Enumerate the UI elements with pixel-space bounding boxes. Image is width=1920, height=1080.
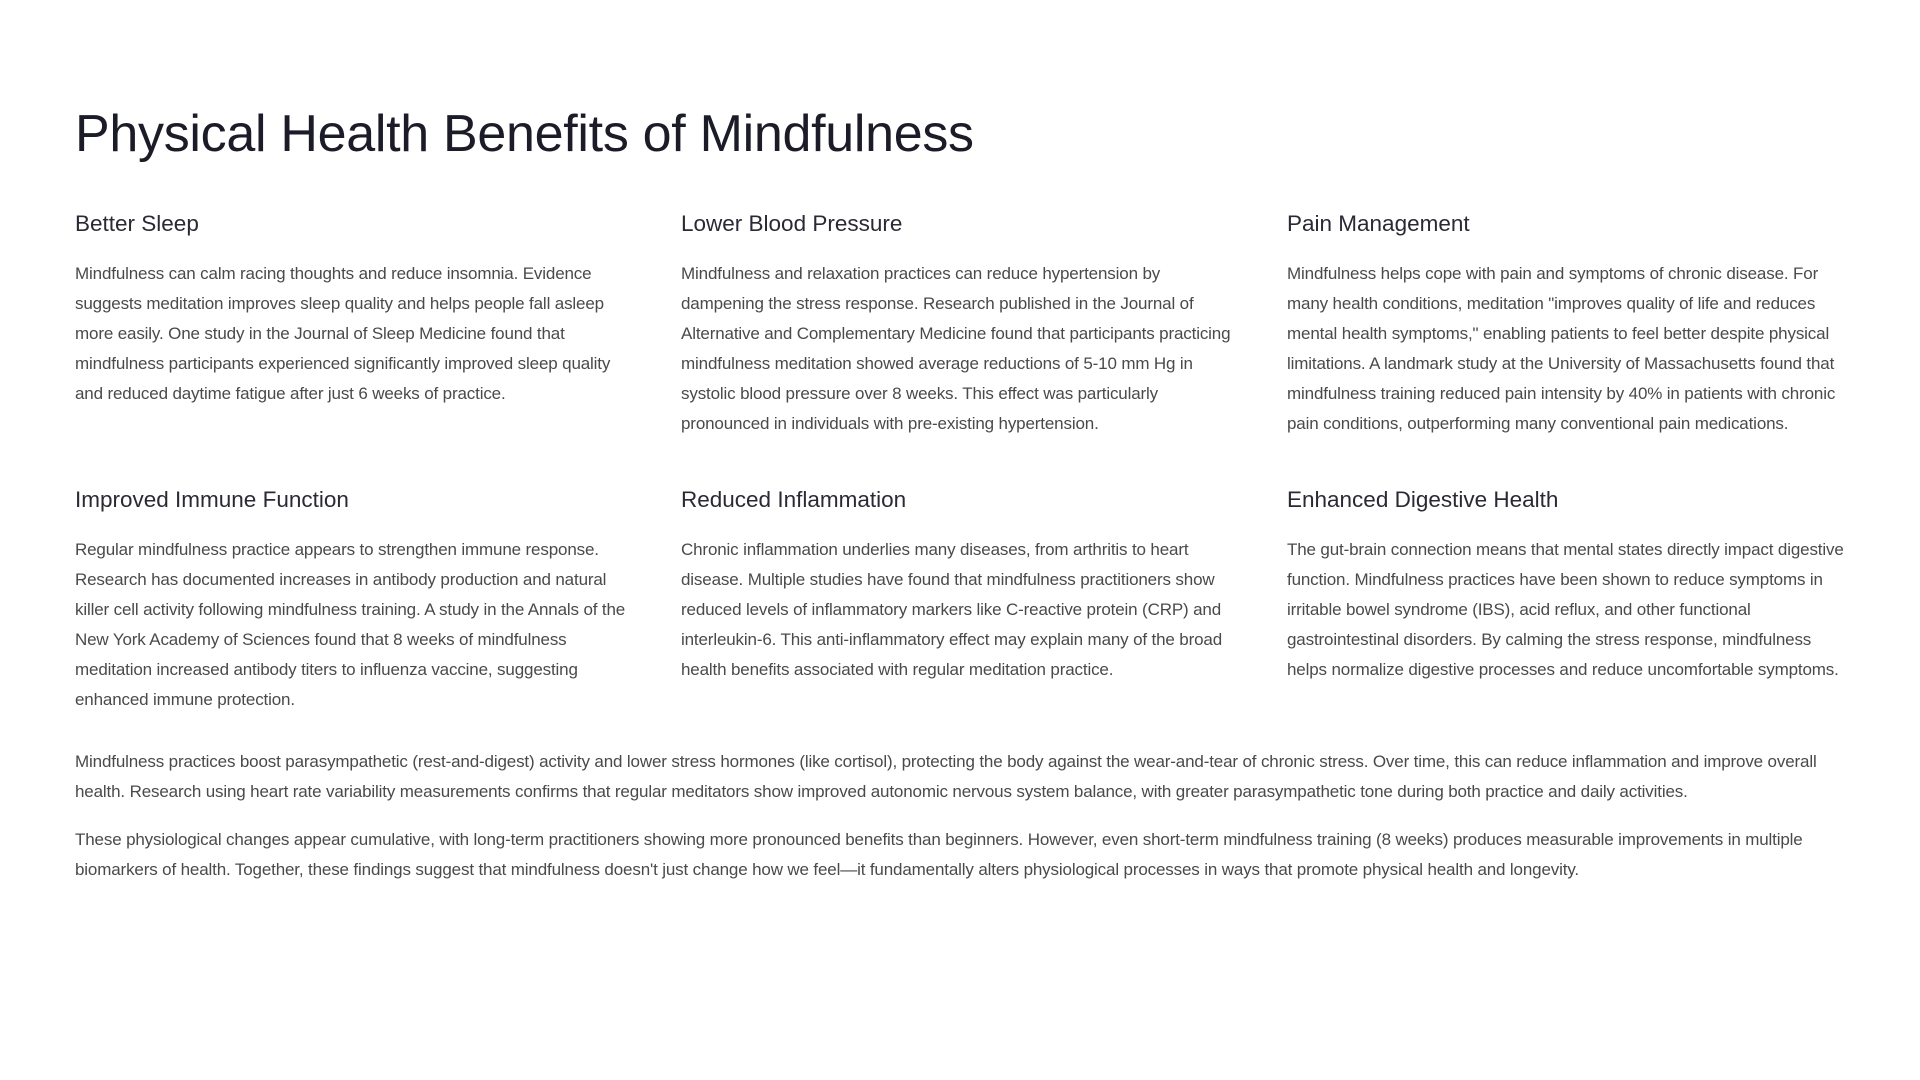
benefits-grid <box>75 209 1845 715</box>
benefit-text: Mindfulness and relaxation practices can reduce hypertension by dampening the stress response. Research published in the Journal of Alternative and Complementary Medicine found that participants practicing mindfulness meditation showed average reductions of 5-10 mm Hg in systolic blood pressure over 8 weeks. This effect was particularly pronounced in individuals with pre-existing hypertension. <box>681 264 1231 433</box>
benefit-heading: Enhanced Digestive Health <box>1287 487 1559 512</box>
benefit-text: Mindfulness can calm racing thoughts and reduce insomnia. Evidence suggests meditation improves sleep quality and helps people fall asleep more easily. One study in the Journal of Sleep Medicine found that mindfulness participants experienced significantly improved sleep quality and reduced daytime fatigue after just 6 weeks of practice. <box>75 264 611 403</box>
benefit-heading: Lower Blood Pressure <box>681 211 903 236</box>
benefit-card-immune-function <box>75 485 633 715</box>
benefit-card-reduced-inflammation <box>681 485 1239 715</box>
benefit-card-better-sleep <box>75 209 633 439</box>
benefit-card-lower-blood-pressure <box>681 209 1239 439</box>
benefit-card-digestive-health <box>1287 485 1845 715</box>
page-title: Physical Health Benefits of Mindfulness <box>75 105 974 163</box>
benefit-text: Chronic inflammation underlies many diseases, from arthritis to heart disease. Multiple studies have found that mindfulness practitioners show reduced levels of inflammatory markers like C-reactive protein (CRP) and interleukin-6. This anti-inflammatory effect may explain many of the broad health benefits associated with regular meditation practice. <box>681 540 1223 679</box>
summary-paragraph: Mindfulness practices boost parasympathetic (rest-and-digest) activity and lower stress hormones (like cortisol), protecting the body against the wear-and-tear of chronic stress. Over time, this can reduce inflammation and improve overall health. Research using heart rate variability measurements confirms that regular meditators show improved autonomic nervous system balance, with greater parasympathetic tone during both practice and daily activities. <box>75 752 1817 801</box>
benefit-text: Mindfulness helps cope with pain and symptoms of chronic disease. For many health conditions, meditation "improves quality of life and reduces mental health symptoms," enabling patients to feel better despite physical limitations. A landmark study at the University of Massachusetts found that mindfulness training reduced pain intensity by 40% in patients with chronic pain conditions, outperforming many conventional pain medications. <box>1287 264 1836 433</box>
benefit-heading: Improved Immune Function <box>75 487 349 512</box>
benefit-heading: Better Sleep <box>75 211 199 236</box>
benefit-heading: Pain Management <box>1287 211 1470 236</box>
benefit-heading: Reduced Inflammation <box>681 487 907 512</box>
benefit-card-pain-management <box>1287 209 1845 439</box>
benefit-text: Regular mindfulness practice appears to strengthen immune response. Research has documented increases in antibody production and natural killer cell activity following mindfulness training. A study in the Annals of the New York Academy of Sciences found that 8 weeks of mindfulness meditation increased antibody titers to influenza vaccine, suggesting enhanced immune protection. <box>75 540 626 709</box>
benefit-text: The gut-brain connection means that mental states directly impact digestive function. Mindfulness practices have been shown to reduce symptoms in irritable bowel syndrome (IBS), acid reflux, and other functional gastrointestinal disorders. By calming the stress response, mindfulness helps normalize digestive processes and reduce uncomfortable symptoms. <box>1287 540 1844 679</box>
conclusion-paragraph: These physiological changes appear cumulative, with long-term practitioners showing more pronounced benefits than beginners. However, even short-term mindfulness training (8 weeks) produces measurable improvements in multiple biomarkers of health. Together, these findings suggest that mindfulness doesn't just change how we feel—it fundamentally alters physiological processes in ways that promote physical health and longevity. <box>75 830 1803 879</box>
